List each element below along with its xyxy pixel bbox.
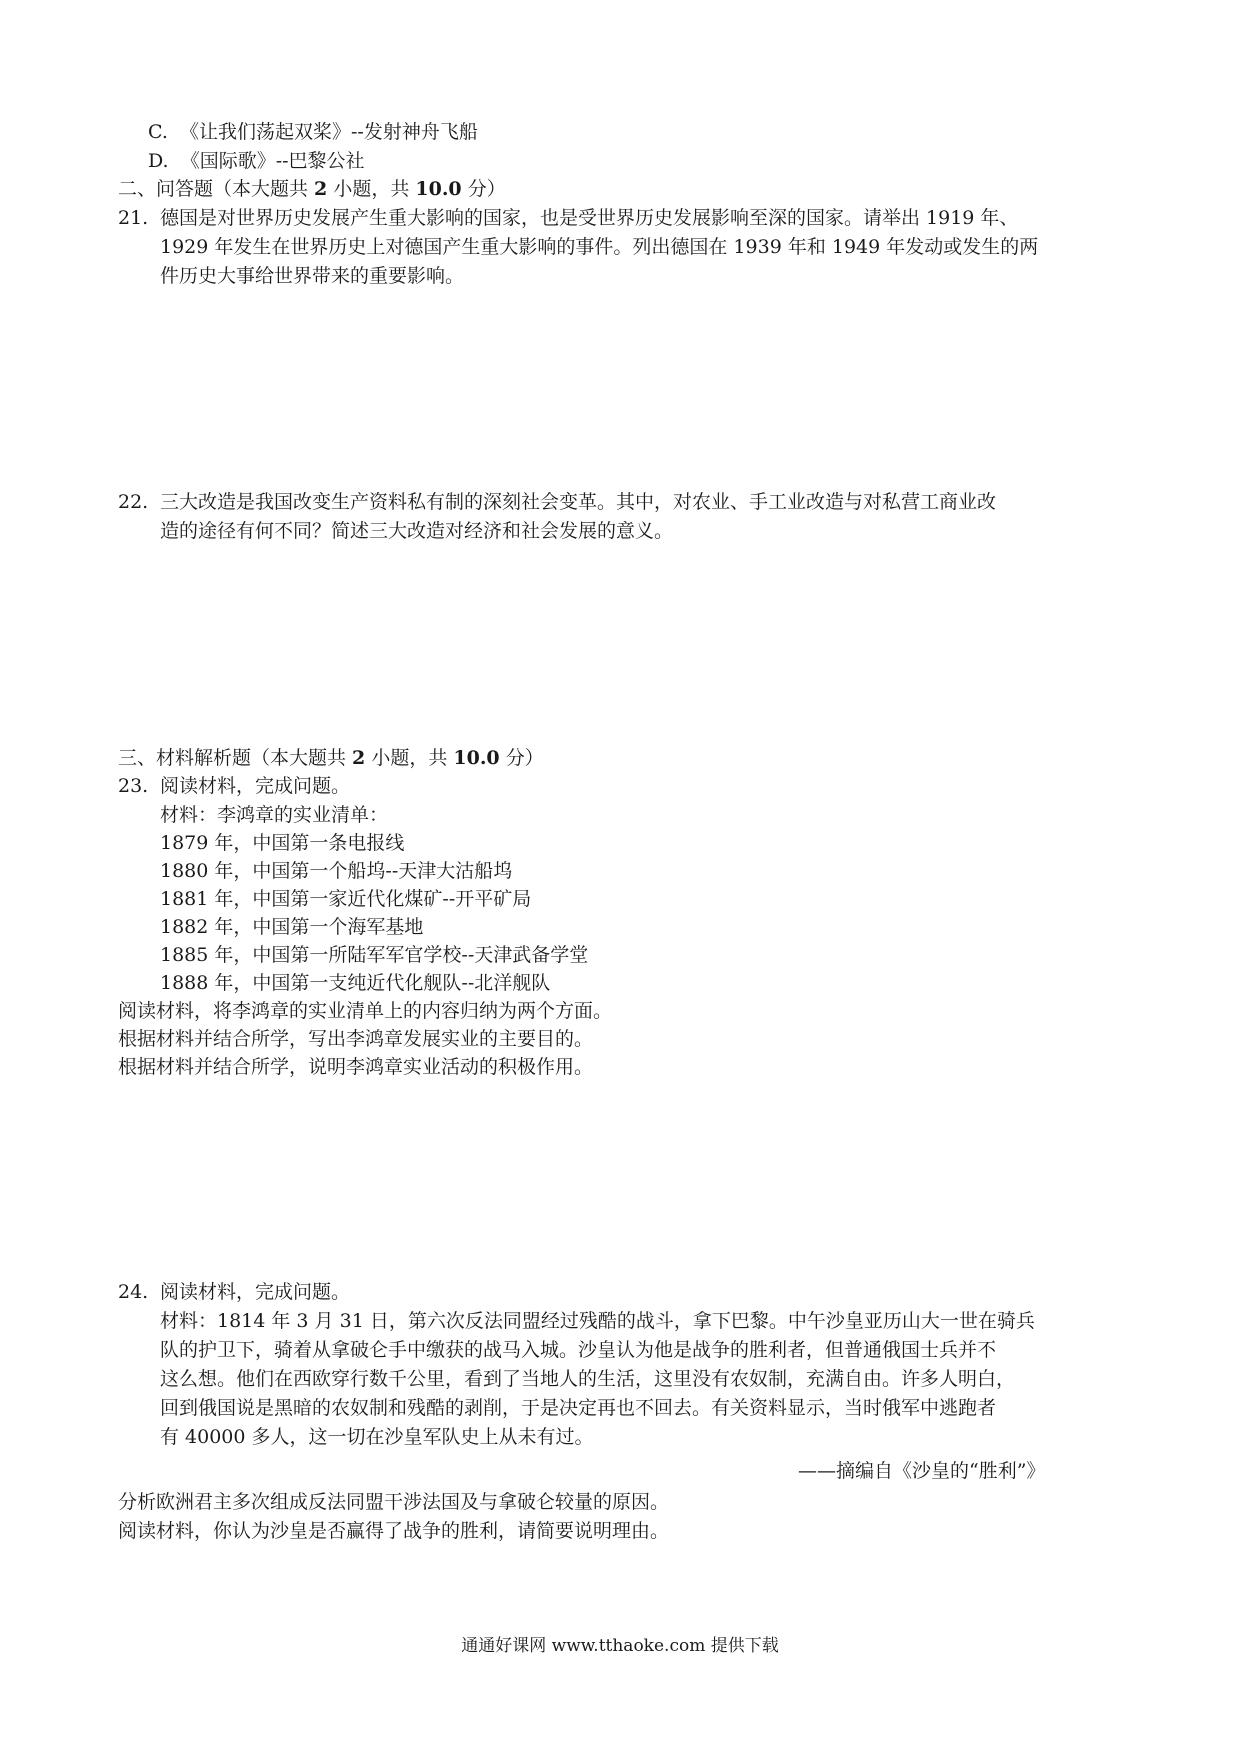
q24-number: 24. (118, 1281, 149, 1303)
footer-credit: 通通好课网 www.tthaoke.com 提供下载 (461, 1636, 779, 1656)
q24-material-line: 队的护卫下，骑着从拿破仑手中缴获的战马入城。沙皇认为他是战争的胜利者，但普通俄国士兵并不 (160, 1339, 997, 1361)
option-c-label: C. (148, 121, 168, 143)
q23-list-item: 1880 年，中国第一个船坞--天津大沽船坞 (160, 860, 513, 882)
q23-question-2: 根据材料并结合所学，写出李鸿章发展实业的主要目的。 (118, 1028, 594, 1050)
q24-material-line: 材料：1814 年 3 月 31 日，第六次反法同盟经过残酷的战斗，拿下巴黎。中午沙皇亚历山大一世在骑兵 (160, 1310, 1035, 1332)
q22-number: 22. (118, 491, 149, 513)
q24-material-line: 这么想。他们在西欧穿行数千公里，看到了当地人的生活，这里没有农奴制，充满自由。许多人明白， (160, 1368, 1016, 1390)
q21-number: 21. (118, 207, 149, 229)
q21-line-2: 1929 年发生在世界历史上对德国产生重大影响的事件。列出德国在 1939 年和 1949 年发动或发生的两 (160, 236, 1039, 258)
q21-line-3: 件历史大事给世界带来的重要影响。 (160, 265, 465, 287)
q23-intro: 阅读材料，完成问题。 (160, 775, 351, 797)
q22-line-2: 造的途径有何不同？简述三大改造对经济和社会发展的意义。 (160, 520, 674, 542)
q22-line-1: 三大改造是我国改变生产资料私有制的深刻社会变革。其中，对农业、手工业改造与对私营工商业改 (160, 491, 997, 513)
section-3-count: 2 (352, 747, 366, 769)
q23-list-item: 1888 年，中国第一支纯近代化舰队--北洋舰队 (160, 972, 551, 994)
q24-question-2: 阅读材料，你认为沙皇是否赢得了战争的胜利，请简要说明理由。 (118, 1520, 670, 1542)
q23-list-item: 1879 年，中国第一条电报线 (160, 832, 405, 854)
option-d-text: 《国际歌》--巴黎公社 (180, 150, 365, 172)
q24-intro: 阅读材料，完成问题。 (160, 1281, 351, 1303)
section-2-heading: 二、问答题（本大题共 2 小题，共 10.0 分） (118, 178, 506, 200)
q23-material-title: 材料：李鸿章的实业清单： (160, 804, 389, 826)
section-2-count: 2 (314, 178, 328, 200)
option-c-text: 《让我们荡起双桨》--发射神舟飞船 (180, 121, 478, 143)
option-d-label: D. (148, 150, 169, 172)
section-3-heading: 三、材料解析题（本大题共 2 小题，共 10.0 分） (118, 747, 544, 769)
q23-list-item: 1881 年，中国第一家近代化煤矿--开平矿局 (160, 888, 532, 910)
q23-list-item: 1885 年，中国第一所陆军军官学校--天津武备学堂 (160, 944, 589, 966)
q23-question-1: 阅读材料，将李鸿章的实业清单上的内容归纳为两个方面。 (118, 1000, 613, 1022)
section-3-score: 10.0 (453, 747, 500, 769)
q24-source: ——摘编自《沙皇的“胜利”》 (798, 1460, 1046, 1482)
q23-number: 23. (118, 775, 149, 797)
q24-material-line: 回到俄国说是黑暗的农奴制和残酷的剥削，于是决定再也不回去。有关资料显示，当时俄军中逃跑者 (160, 1397, 997, 1419)
option-c (148, 118, 478, 146)
q23-list-item: 1882 年，中国第一个海军基地 (160, 916, 424, 938)
section-2-score: 10.0 (415, 178, 462, 200)
q24-material-line: 有 40000 多人，这一切在沙皇军队史上从未有过。 (160, 1426, 594, 1448)
q21-line-1: 德国是对世界历史发展产生重大影响的国家，也是受世界历史发展影响至深的国家。请举出 1919 年、 (160, 207, 1019, 229)
q23-question-3: 根据材料并结合所学，说明李鸿章实业活动的积极作用。 (118, 1056, 594, 1078)
q24-question-1: 分析欧洲君主多次组成反法同盟干涉法国及与拿破仑较量的原因。 (118, 1491, 670, 1513)
option-d (148, 147, 365, 175)
